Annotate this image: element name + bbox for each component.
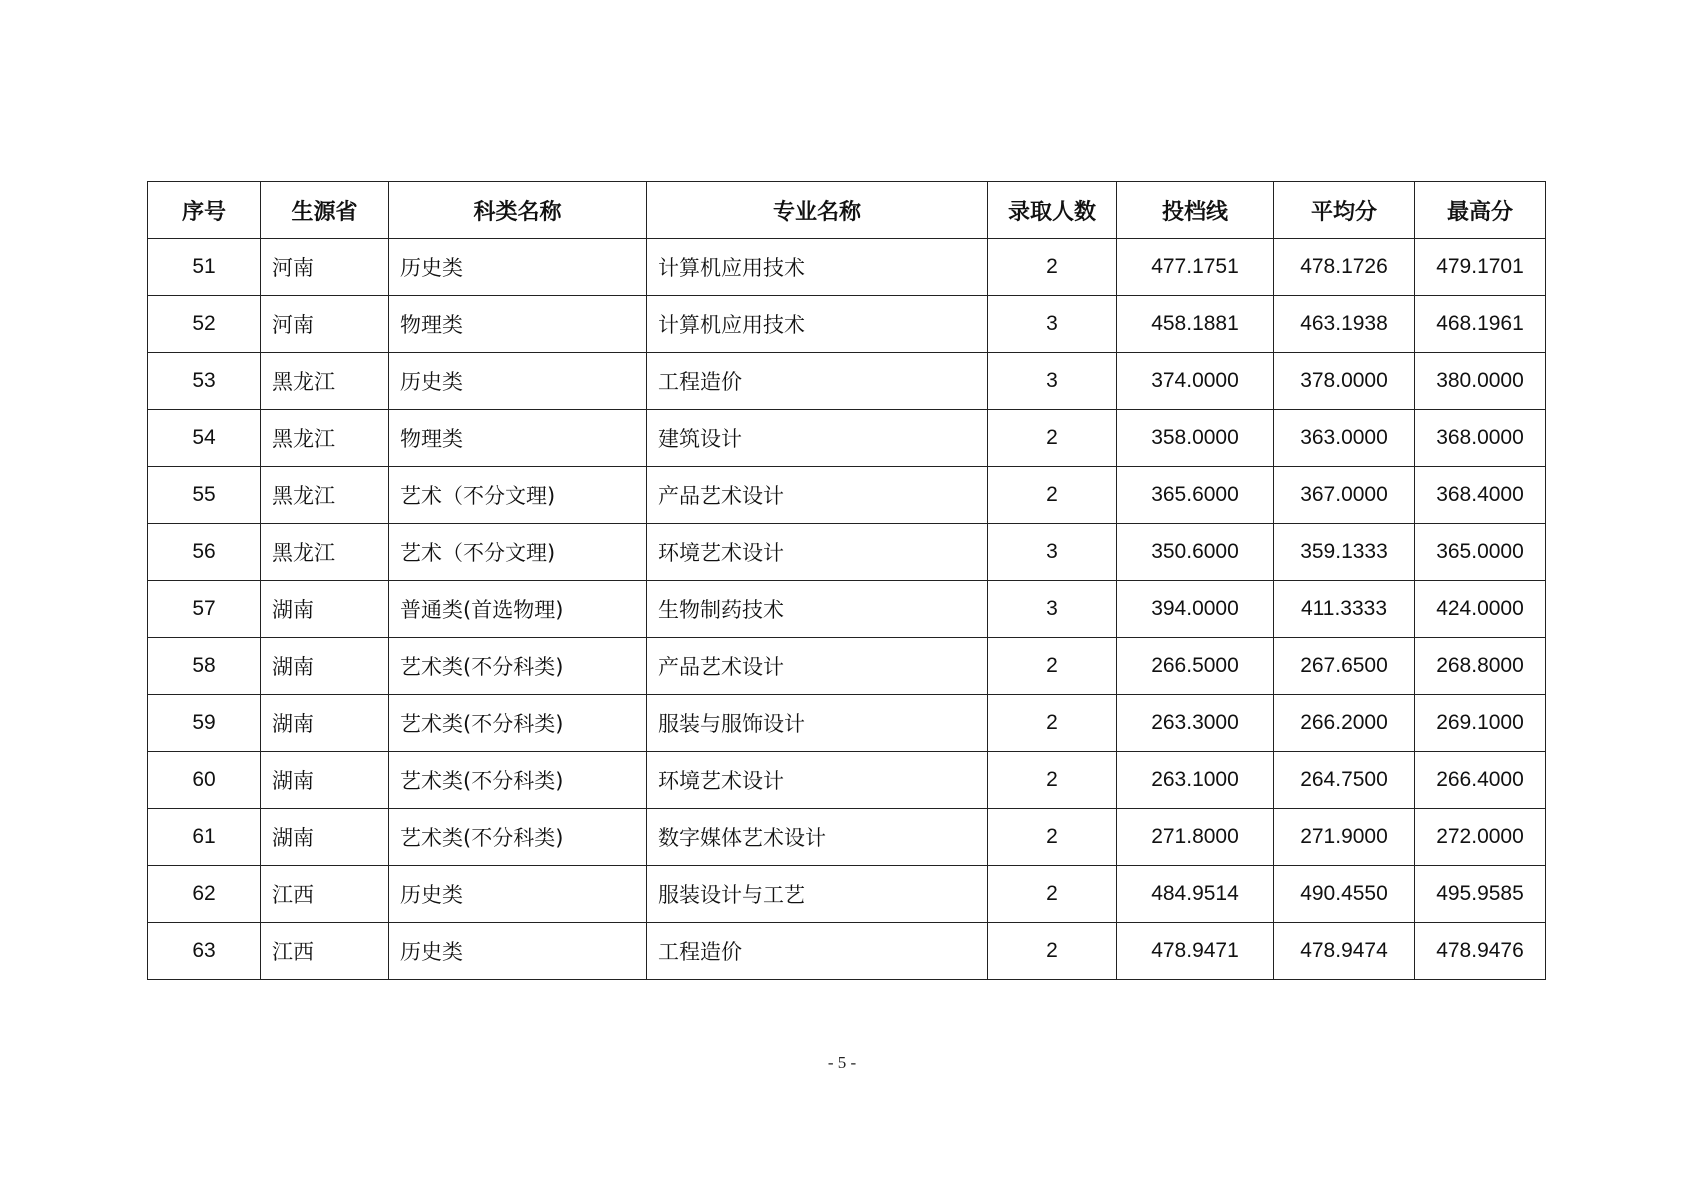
cell-average: 367.0000 bbox=[1274, 467, 1415, 524]
cell-serial: 51 bbox=[148, 239, 261, 296]
cell-average: 266.2000 bbox=[1274, 695, 1415, 752]
cell-enrolled: 2 bbox=[988, 866, 1117, 923]
cell-cutoff: 478.9471 bbox=[1117, 923, 1274, 980]
cell-category: 历史类 bbox=[389, 239, 647, 296]
cell-enrolled: 3 bbox=[988, 353, 1117, 410]
cell-max: 495.9585 bbox=[1415, 866, 1546, 923]
cell-enrolled: 2 bbox=[988, 695, 1117, 752]
cell-max: 266.4000 bbox=[1415, 752, 1546, 809]
cell-enrolled: 3 bbox=[988, 524, 1117, 581]
cell-category: 艺术（不分文理) bbox=[389, 467, 647, 524]
cell-category: 艺术（不分文理) bbox=[389, 524, 647, 581]
table-row bbox=[148, 752, 1546, 809]
table-row bbox=[148, 239, 1546, 296]
cell-province: 黑龙江 bbox=[261, 353, 389, 410]
cell-category: 历史类 bbox=[389, 923, 647, 980]
cell-category: 历史类 bbox=[389, 866, 647, 923]
cell-province: 河南 bbox=[261, 239, 389, 296]
cell-average: 264.7500 bbox=[1274, 752, 1415, 809]
cell-major: 计算机应用技术 bbox=[647, 296, 988, 353]
cell-major: 生物制药技术 bbox=[647, 581, 988, 638]
table-body bbox=[148, 239, 1546, 980]
cell-serial: 57 bbox=[148, 581, 261, 638]
cell-serial: 60 bbox=[148, 752, 261, 809]
cell-province: 湖南 bbox=[261, 581, 389, 638]
cell-province: 湖南 bbox=[261, 695, 389, 752]
cell-enrolled: 3 bbox=[988, 296, 1117, 353]
cell-province: 黑龙江 bbox=[261, 467, 389, 524]
cell-enrolled: 2 bbox=[988, 239, 1117, 296]
cell-max: 368.4000 bbox=[1415, 467, 1546, 524]
header-average: 平均分 bbox=[1274, 182, 1415, 239]
cell-major: 产品艺术设计 bbox=[647, 467, 988, 524]
cell-enrolled: 2 bbox=[988, 923, 1117, 980]
cell-major: 数字媒体艺术设计 bbox=[647, 809, 988, 866]
table-row bbox=[148, 581, 1546, 638]
table-header-row bbox=[148, 182, 1546, 239]
cell-average: 359.1333 bbox=[1274, 524, 1415, 581]
cell-average: 478.9474 bbox=[1274, 923, 1415, 980]
cell-enrolled: 2 bbox=[988, 410, 1117, 467]
cell-average: 378.0000 bbox=[1274, 353, 1415, 410]
cell-serial: 58 bbox=[148, 638, 261, 695]
cell-province: 江西 bbox=[261, 923, 389, 980]
table-row bbox=[148, 695, 1546, 752]
cell-max: 380.0000 bbox=[1415, 353, 1546, 410]
cell-province: 河南 bbox=[261, 296, 389, 353]
cell-cutoff: 365.6000 bbox=[1117, 467, 1274, 524]
cell-province: 黑龙江 bbox=[261, 524, 389, 581]
table-row bbox=[148, 296, 1546, 353]
cell-cutoff: 350.6000 bbox=[1117, 524, 1274, 581]
cell-cutoff: 358.0000 bbox=[1117, 410, 1274, 467]
cell-serial: 55 bbox=[148, 467, 261, 524]
cell-major: 工程造价 bbox=[647, 353, 988, 410]
cell-serial: 61 bbox=[148, 809, 261, 866]
header-serial: 序号 bbox=[148, 182, 261, 239]
cell-cutoff: 477.1751 bbox=[1117, 239, 1274, 296]
cell-max: 479.1701 bbox=[1415, 239, 1546, 296]
cell-category: 艺术类(不分科类) bbox=[389, 752, 647, 809]
table-row bbox=[148, 353, 1546, 410]
cell-major: 环境艺术设计 bbox=[647, 752, 988, 809]
cell-max: 368.0000 bbox=[1415, 410, 1546, 467]
cell-category: 历史类 bbox=[389, 353, 647, 410]
cell-cutoff: 484.9514 bbox=[1117, 866, 1274, 923]
cell-major: 计算机应用技术 bbox=[647, 239, 988, 296]
cell-major: 产品艺术设计 bbox=[647, 638, 988, 695]
header-enrolled: 录取人数 bbox=[988, 182, 1117, 239]
cell-max: 365.0000 bbox=[1415, 524, 1546, 581]
cell-average: 267.6500 bbox=[1274, 638, 1415, 695]
cell-serial: 63 bbox=[148, 923, 261, 980]
cell-province: 江西 bbox=[261, 866, 389, 923]
table-row bbox=[148, 467, 1546, 524]
cell-average: 478.1726 bbox=[1274, 239, 1415, 296]
cell-cutoff: 374.0000 bbox=[1117, 353, 1274, 410]
table-row bbox=[148, 524, 1546, 581]
cell-serial: 53 bbox=[148, 353, 261, 410]
cell-enrolled: 2 bbox=[988, 809, 1117, 866]
cell-average: 463.1938 bbox=[1274, 296, 1415, 353]
cell-cutoff: 263.1000 bbox=[1117, 752, 1274, 809]
cell-cutoff: 458.1881 bbox=[1117, 296, 1274, 353]
cell-serial: 52 bbox=[148, 296, 261, 353]
cell-province: 黑龙江 bbox=[261, 410, 389, 467]
cell-province: 湖南 bbox=[261, 809, 389, 866]
cell-cutoff: 394.0000 bbox=[1117, 581, 1274, 638]
cell-max: 468.1961 bbox=[1415, 296, 1546, 353]
cell-cutoff: 263.3000 bbox=[1117, 695, 1274, 752]
cell-category: 物理类 bbox=[389, 296, 647, 353]
cell-province: 湖南 bbox=[261, 638, 389, 695]
cell-average: 411.3333 bbox=[1274, 581, 1415, 638]
cell-average: 271.9000 bbox=[1274, 809, 1415, 866]
header-cutoff: 投档线 bbox=[1117, 182, 1274, 239]
table-row bbox=[148, 866, 1546, 923]
cell-enrolled: 2 bbox=[988, 467, 1117, 524]
cell-enrolled: 2 bbox=[988, 638, 1117, 695]
cell-category: 艺术类(不分科类) bbox=[389, 809, 647, 866]
page-number: - 5 - bbox=[827, 1053, 857, 1072]
cell-category: 艺术类(不分科类) bbox=[389, 638, 647, 695]
header-max: 最高分 bbox=[1415, 182, 1546, 239]
table-row bbox=[148, 410, 1546, 467]
header-province: 生源省 bbox=[261, 182, 389, 239]
cell-average: 363.0000 bbox=[1274, 410, 1415, 467]
cell-major: 环境艺术设计 bbox=[647, 524, 988, 581]
cell-major: 服装与服饰设计 bbox=[647, 695, 988, 752]
cell-category: 普通类(首选物理) bbox=[389, 581, 647, 638]
cell-serial: 56 bbox=[148, 524, 261, 581]
cell-serial: 62 bbox=[148, 866, 261, 923]
cell-max: 269.1000 bbox=[1415, 695, 1546, 752]
header-major: 专业名称 bbox=[647, 182, 988, 239]
cell-max: 272.0000 bbox=[1415, 809, 1546, 866]
cell-major: 工程造价 bbox=[647, 923, 988, 980]
table-row bbox=[148, 638, 1546, 695]
table-row bbox=[148, 923, 1546, 980]
cell-major: 建筑设计 bbox=[647, 410, 988, 467]
header-category: 科类名称 bbox=[389, 182, 647, 239]
cell-average: 490.4550 bbox=[1274, 866, 1415, 923]
admission-score-table bbox=[147, 181, 1546, 980]
cell-max: 268.8000 bbox=[1415, 638, 1546, 695]
cell-cutoff: 266.5000 bbox=[1117, 638, 1274, 695]
cell-province: 湖南 bbox=[261, 752, 389, 809]
table-row bbox=[148, 809, 1546, 866]
cell-serial: 59 bbox=[148, 695, 261, 752]
cell-enrolled: 2 bbox=[988, 752, 1117, 809]
cell-max: 478.9476 bbox=[1415, 923, 1546, 980]
cell-category: 艺术类(不分科类) bbox=[389, 695, 647, 752]
cell-enrolled: 3 bbox=[988, 581, 1117, 638]
cell-major: 服装设计与工艺 bbox=[647, 866, 988, 923]
cell-serial: 54 bbox=[148, 410, 261, 467]
cell-category: 物理类 bbox=[389, 410, 647, 467]
cell-max: 424.0000 bbox=[1415, 581, 1546, 638]
cell-cutoff: 271.8000 bbox=[1117, 809, 1274, 866]
